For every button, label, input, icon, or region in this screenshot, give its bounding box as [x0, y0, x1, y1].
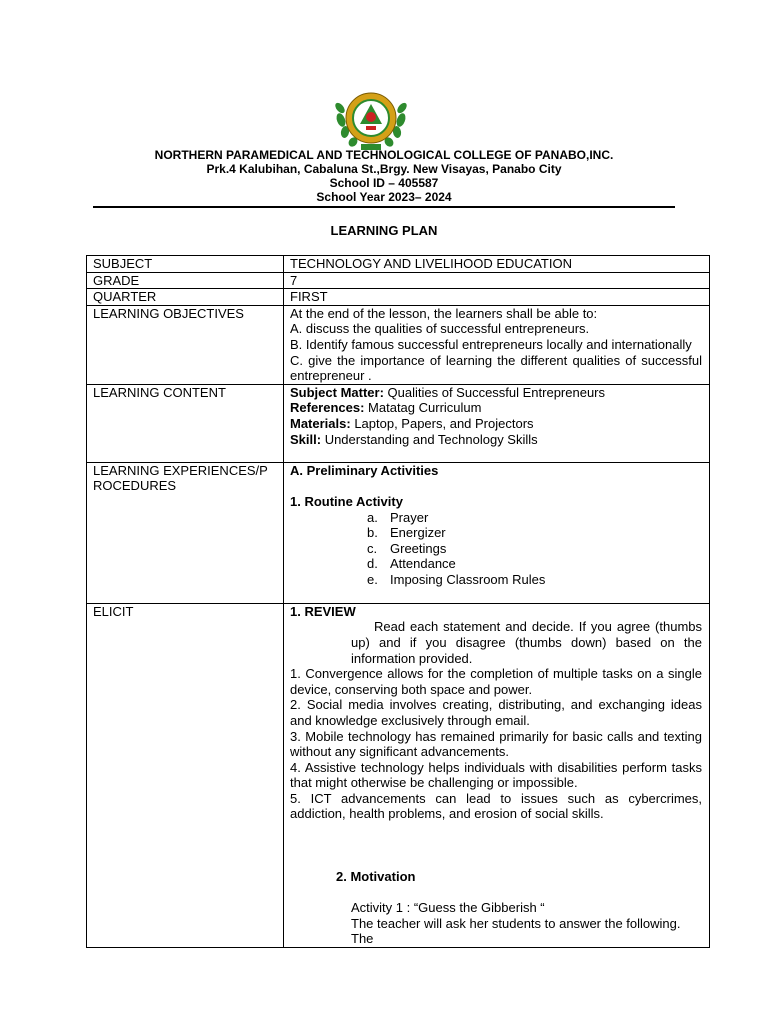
row-value — [284, 305, 710, 384]
motivation-heading: 2. Motivation — [336, 868, 416, 884]
row-label: LEARNING OBJECTIVES — [87, 305, 284, 384]
list-item: a. Prayer — [367, 509, 429, 525]
references-value: Matatag Curriculum — [364, 400, 482, 416]
objective-item: B. Identify famous successful entrepreneurs locally and internationally — [290, 336, 692, 352]
list-item: d. Attendance — [367, 556, 456, 572]
skill-line — [290, 432, 702, 448]
subject-matter-value: Qualities of Successful Entrepreneurs — [383, 384, 606, 400]
table-row-elicit — [87, 603, 710, 947]
list-item: c. Greetings — [367, 540, 447, 556]
table-row-quarter — [87, 289, 710, 306]
objectives-intro: At the end of the lesson, the learners shall be able to: — [290, 305, 598, 321]
row-label: SUBJECT — [87, 256, 284, 273]
preliminary-heading: A. Preliminary Activities — [290, 462, 439, 478]
review-statement: 2. Social media involves creating, distributing, and exchanging ideas and knowledge exclusively through email. — [290, 697, 702, 728]
skill-value: Understanding and Technology Skills — [321, 431, 538, 447]
review-instructions: Read each statement and decide. If you agree (thumbs up) and if you disagree (thumbs down) based on the information provided. — [351, 619, 702, 666]
table-row-experiences — [87, 462, 710, 603]
routine-list — [290, 510, 702, 588]
row-label: LEARNING CONTENT — [87, 384, 284, 462]
row-value: TECHNOLOGY AND LIVELIHOOD EDUCATION — [284, 256, 710, 273]
table-row-grade — [87, 272, 710, 289]
page-title: LEARNING PLAN — [330, 223, 438, 238]
activity-title: Activity 1 : “Guess the Gibberish “ — [351, 900, 545, 916]
list-item: b. Energizer — [367, 525, 446, 541]
row-value: 7 — [284, 272, 710, 289]
objective-item: C. give the importance of learning the different qualities of successful entrepreneur . — [290, 352, 702, 384]
materials-value: Laptop, Papers, and Projectors — [350, 415, 534, 431]
learning-plan-table — [86, 255, 710, 948]
row-value — [284, 384, 710, 462]
skill-key: Skill: — [290, 431, 322, 447]
review-statement: 1. Convergence allows for the completion of multiple tasks on a single device, conserving both space and power. — [290, 666, 702, 697]
references-line — [290, 400, 702, 416]
table-row-content — [87, 384, 710, 462]
school-id: School ID – 405587 — [329, 176, 439, 190]
references-key: References: — [290, 400, 365, 416]
subject-matter-line — [290, 385, 702, 401]
subject-matter-key: Subject Matter: — [290, 384, 384, 400]
row-value: FIRST — [284, 289, 710, 306]
row-value — [284, 462, 710, 603]
row-value — [284, 603, 710, 947]
review-statement: 3. Mobile technology has remained primarily for basic calls and texting without any significant advancements. — [290, 728, 702, 760]
routine-heading: 1. Routine Activity — [290, 493, 403, 509]
school-year: School Year 2023– 2024 — [316, 190, 452, 204]
review-heading: 1. REVIEW — [290, 603, 356, 619]
materials-line — [290, 416, 702, 432]
table-row-objectives — [87, 305, 710, 384]
school-address: Prk.4 Kalubihan, Cabaluna St.,Brgy. New Visayas, Panabo City — [206, 162, 562, 176]
objective-item: A. discuss the qualities of successful entrepreneurs. — [290, 321, 590, 337]
row-label: ELICIT — [87, 603, 284, 947]
school-seal-logo — [333, 86, 409, 152]
row-label: GRADE — [87, 272, 284, 289]
school-name: NORTHERN PARAMEDICAL AND TECHNOLOGICAL COLLEGE OF PANABO,INC. — [154, 148, 614, 162]
row-label: LEARNING EXPERIENCES/PROCEDURES — [87, 462, 284, 603]
review-statement: 5. ICT advancements can lead to issues such as cybercrimes, addiction, health problems, and erosion of social skills. — [290, 790, 702, 822]
review-statement: 4. Assistive technology helps individuals with disabilities perform tasks that might otherwise be challenging or impossible. — [290, 759, 702, 791]
materials-key: Materials: — [290, 415, 351, 431]
row-label: QUARTER — [87, 289, 284, 306]
header-divider — [93, 206, 675, 208]
activity-text: The teacher will ask her students to answer the following. The — [351, 915, 681, 947]
table-row-subject — [87, 256, 710, 273]
list-item: e. Imposing Classroom Rules — [367, 571, 546, 587]
